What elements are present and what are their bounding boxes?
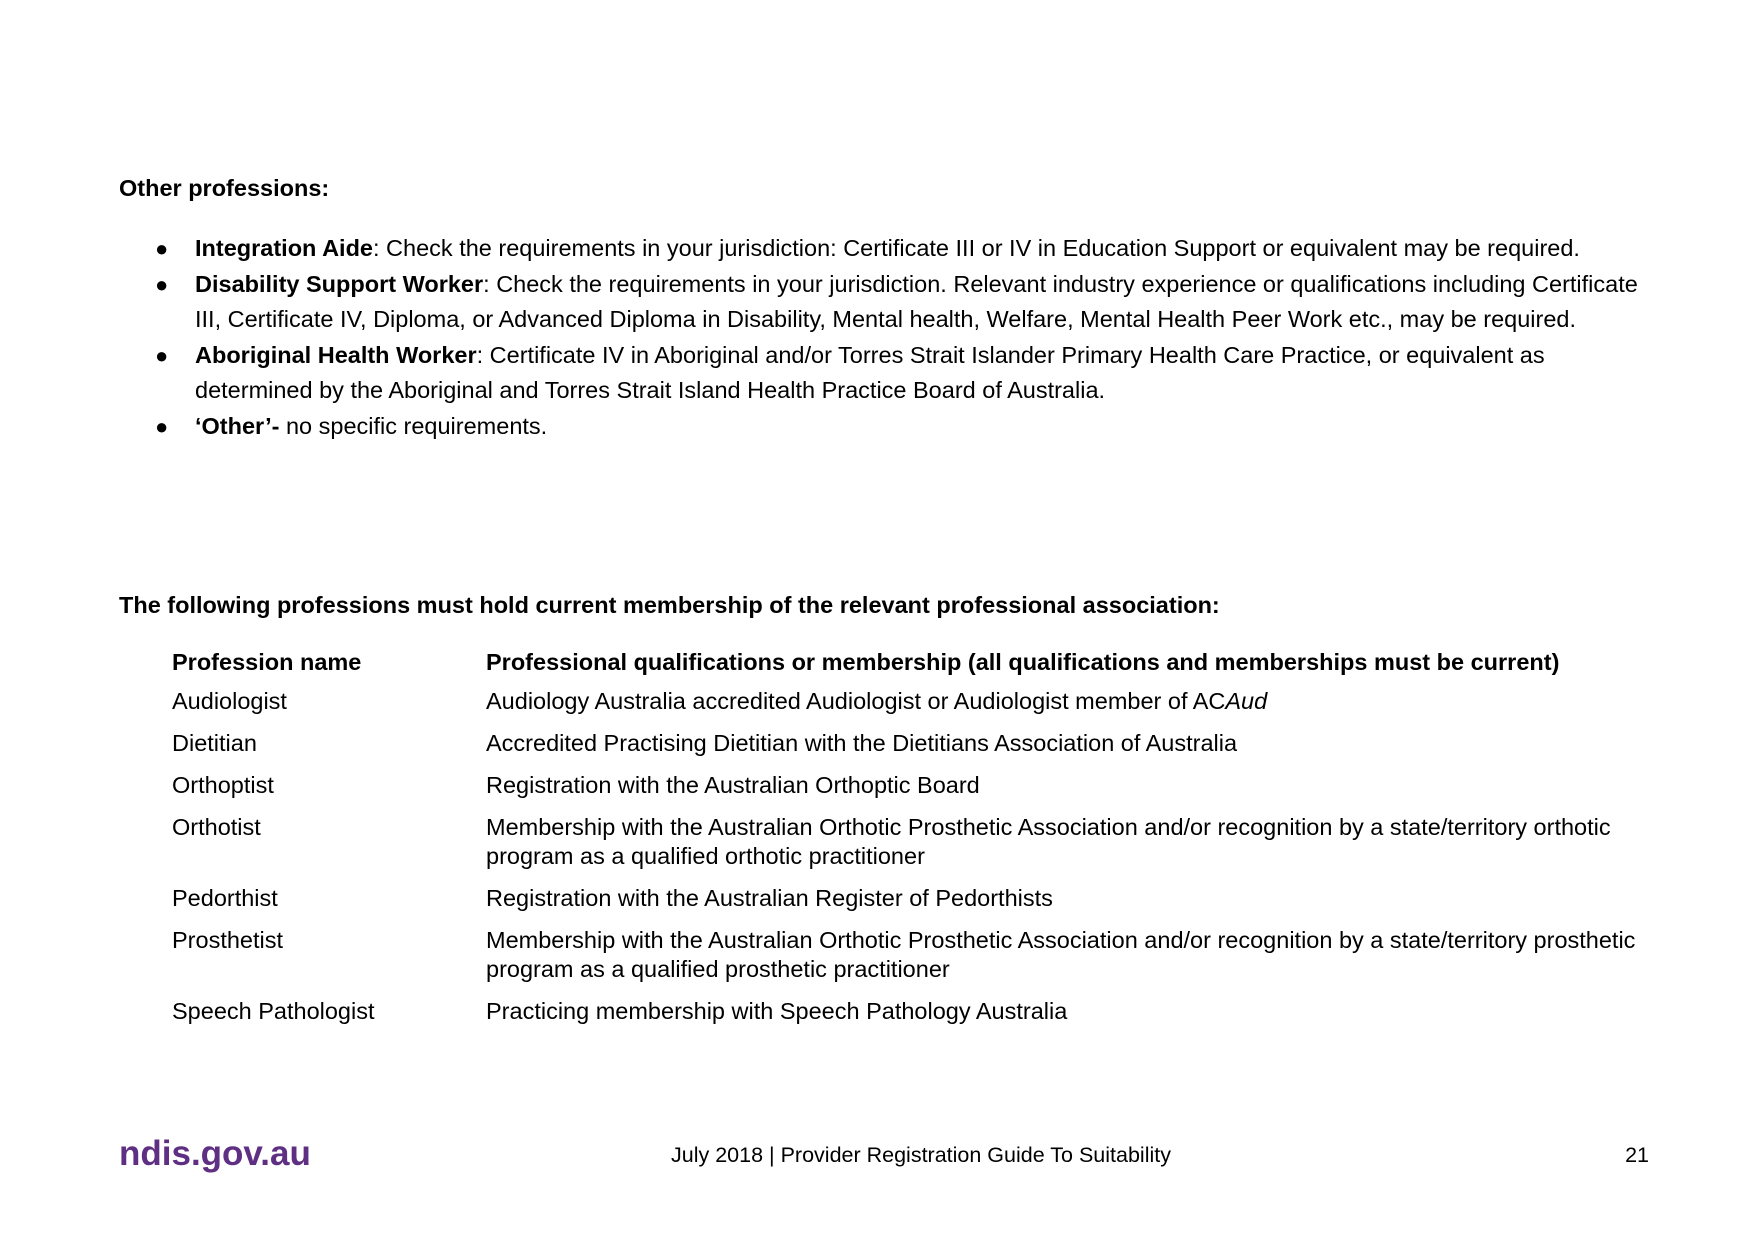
profession-requirement: Accredited Practising Dietitian with the Dietitians Association of Australia bbox=[486, 730, 1238, 756]
list-item bbox=[119, 267, 1659, 337]
profession-name: Orthotist bbox=[172, 814, 261, 840]
other-professions-list bbox=[119, 231, 1659, 445]
requirement-text: Audiology Australia accredited Audiologist or Audiologist member of AC bbox=[486, 688, 1226, 714]
profession-description: : Check the requirements in your jurisdiction. Relevant industry experience or qualifications including Certificate III, Certificate IV, Diploma, or Advanced Diploma in Disability, Mental health, Welfare, Mental Health Peer Work etc., may be required. bbox=[195, 271, 1638, 332]
profession-description: no specific requirements. bbox=[279, 413, 548, 439]
table-row bbox=[164, 771, 1664, 813]
profession-description: : Check the requirements in your jurisdiction: Certificate III or IV in Education Support or equivalent may be required. bbox=[373, 235, 1580, 261]
profession-term: Disability Support Worker bbox=[195, 271, 484, 297]
profession-term: Aboriginal Health Worker bbox=[195, 342, 477, 368]
profession-requirement bbox=[478, 687, 1664, 729]
bullet-icon: ● bbox=[155, 272, 169, 297]
profession-name: Pedorthist bbox=[172, 885, 278, 911]
page-number: 21 bbox=[1625, 1143, 1649, 1167]
profession-description: : Certificate IV in Aboriginal and/or Torres Strait Islander Primary Health Care Practice, or equivalent as determined by the Aboriginal and Torres Strait Island Health Practice Board of Australia. bbox=[195, 342, 1545, 403]
profession-name: Dietitian bbox=[172, 730, 257, 756]
bullet-icon: ● bbox=[155, 236, 169, 261]
list-item bbox=[119, 231, 1659, 266]
bullet-icon: ● bbox=[155, 343, 169, 368]
profession-name: Speech Pathologist bbox=[172, 998, 375, 1024]
profession-requirement: Practicing membership with Speech Pathology Australia bbox=[486, 998, 1068, 1024]
profession-requirement: Membership with the Australian Orthotic Prosthetic Association and/or recognition by a state/territory orthotic program as a qualified orthotic practitioner bbox=[486, 814, 1611, 869]
requirement-italic: Aud bbox=[1225, 688, 1268, 714]
bullet-icon: ● bbox=[155, 414, 169, 439]
membership-heading: The following professions must hold current membership of the relevant professional association: bbox=[119, 592, 1220, 618]
profession-name: Audiologist bbox=[172, 688, 287, 714]
table-row bbox=[164, 687, 1664, 729]
column-header-profession: Profession name bbox=[172, 649, 362, 675]
list-item bbox=[119, 338, 1659, 408]
profession-term: Integration Aide bbox=[195, 235, 373, 261]
other-professions-heading: Other professions: bbox=[119, 175, 330, 201]
table-row bbox=[164, 997, 1664, 1039]
profession-requirement: Registration with the Australian Register of Pedorthists bbox=[486, 885, 1053, 911]
profession-requirement: Membership with the Australian Orthotic Prosthetic Association and/or recognition by a state/territory prosthetic program as a qualified prosthetic practitioner bbox=[486, 927, 1636, 982]
profession-term: ‘Other’- bbox=[195, 413, 280, 439]
table-row bbox=[164, 813, 1664, 884]
footer-title: July 2018 | Provider Registration Guide To Suitability bbox=[671, 1143, 1171, 1167]
profession-requirement: Registration with the Australian Orthoptic Board bbox=[486, 772, 980, 798]
table-header-row bbox=[164, 648, 1664, 687]
table-row bbox=[164, 926, 1664, 997]
profession-name: Prosthetist bbox=[172, 927, 284, 953]
column-header-qualifications: Professional qualifications or membership (all qualifications and memberships must be current) bbox=[486, 649, 1560, 675]
table-row bbox=[164, 884, 1664, 926]
table-row bbox=[164, 729, 1664, 771]
list-item bbox=[119, 409, 1659, 444]
ndis-logo-link[interactable]: ndis.gov.au bbox=[119, 1134, 311, 1173]
footer-text bbox=[0, 1143, 1754, 1168]
profession-name: Orthoptist bbox=[172, 772, 274, 798]
membership-table bbox=[164, 648, 1664, 1039]
